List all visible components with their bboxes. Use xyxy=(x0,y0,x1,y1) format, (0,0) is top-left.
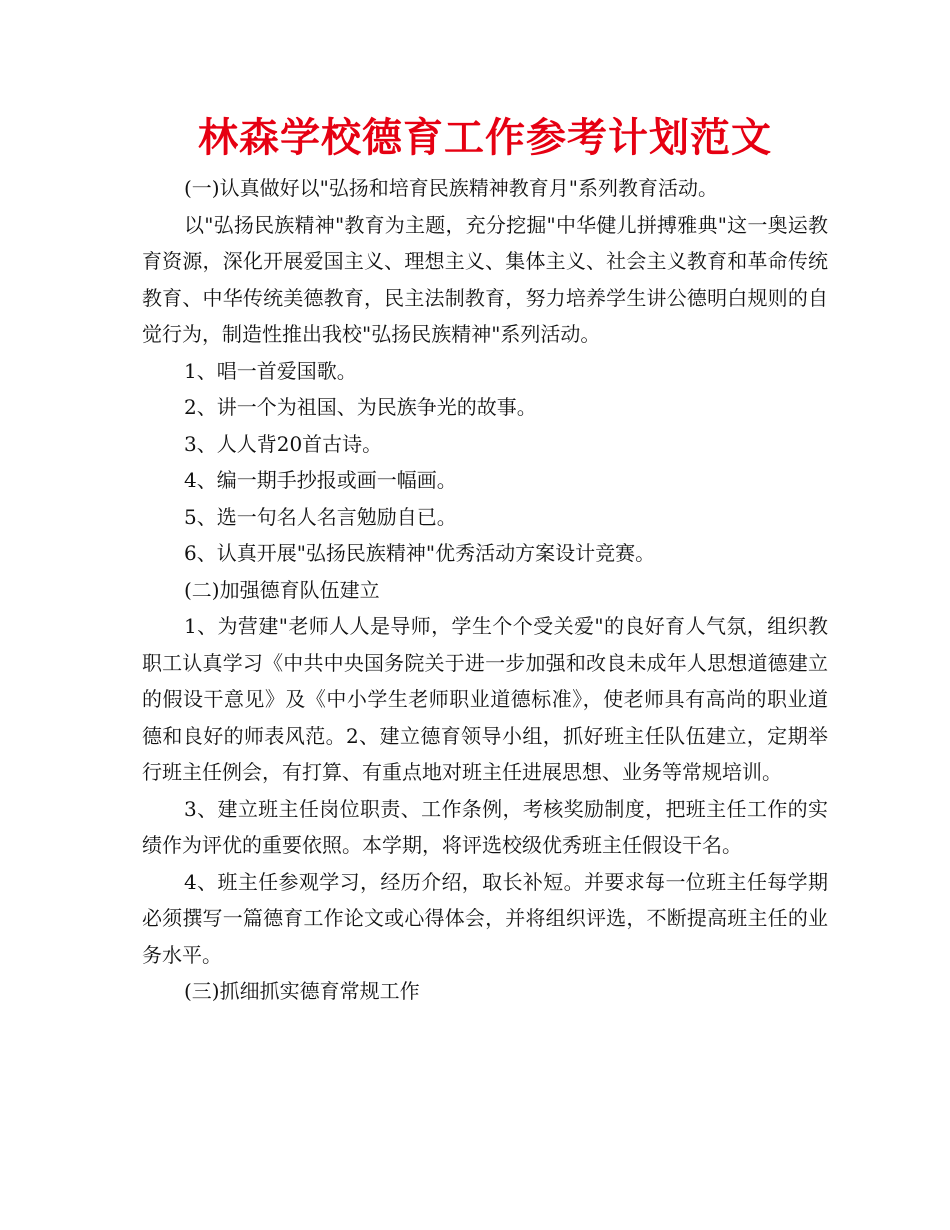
list-item: 6、认真开展"弘扬民族精神"优秀活动方案设计竞赛。 xyxy=(184,541,656,565)
section-heading-3: (三)抓细抓实德育常规工作 xyxy=(184,979,420,1003)
list-item: 4、编一期手抄报或画一幅画。 xyxy=(184,468,457,492)
document-page xyxy=(142,112,828,1010)
paragraph-head-teacher-duties: 3、建立班主任岗位职责、工作条例，考核奖励制度，把班主任工作的实绩作为评优的重要依照。本学期，将评选校级优秀班主任假设干名。 xyxy=(142,796,828,857)
section-heading-1: (一)认真做好以"弘扬和培育民族精神教育月"系列教育活动。 xyxy=(184,176,719,200)
paragraph-teacher-training: 1、为营建"老师人人是导师，学生个个受关爱"的良好育人气氛，组织教职工认真学习《中共中央国务院关于进一步加强和改良未成年人思想道德建立的假设干意见》及《中小学生老师职业道德标准》，使老师具有高尚的职业道德和良好的师表风范。2、建立德育领导小组，抓好班主任队伍建立，定期举行班主任例会，有打算、有重点地对班主任进展思想、业务等常规培训。 xyxy=(142,614,828,784)
document-title: 林森学校德育工作参考计划范文 xyxy=(198,115,772,161)
section-heading-2: (二)加强德育队伍建立 xyxy=(184,577,380,602)
list-item: 3、人人背20首古诗。 xyxy=(184,431,383,456)
document-body xyxy=(142,170,828,1010)
list-item: 2、讲一个为祖国、为民族争光的故事。 xyxy=(184,395,537,419)
list-item: 1、唱一首爱国歌。 xyxy=(184,358,357,383)
list-item: 5、选一句名人名言勉励自已。 xyxy=(184,504,457,529)
paragraph-intro: 以"弘扬民族精神"教育为主题，充分挖掘"中华健儿拼搏雅典"这一奥运教育资源，深化开展爱国主义、理想主义、集体主义、社会主义教育和革命传统教育、中华传统美德教育，民主法制教育，努力培养学生讲公德明白规则的自觉行为，制造性推出我校"弘扬民族精神"系列活动。 xyxy=(142,212,828,346)
paragraph-head-teacher-study: 4、班主任参观学习，经历介绍，取长补短。并要求每一位班主任每学期必须撰写一篇德育工作论文或心得体会，并将组织评选，不断提高班主任的业务水平。 xyxy=(142,869,828,967)
